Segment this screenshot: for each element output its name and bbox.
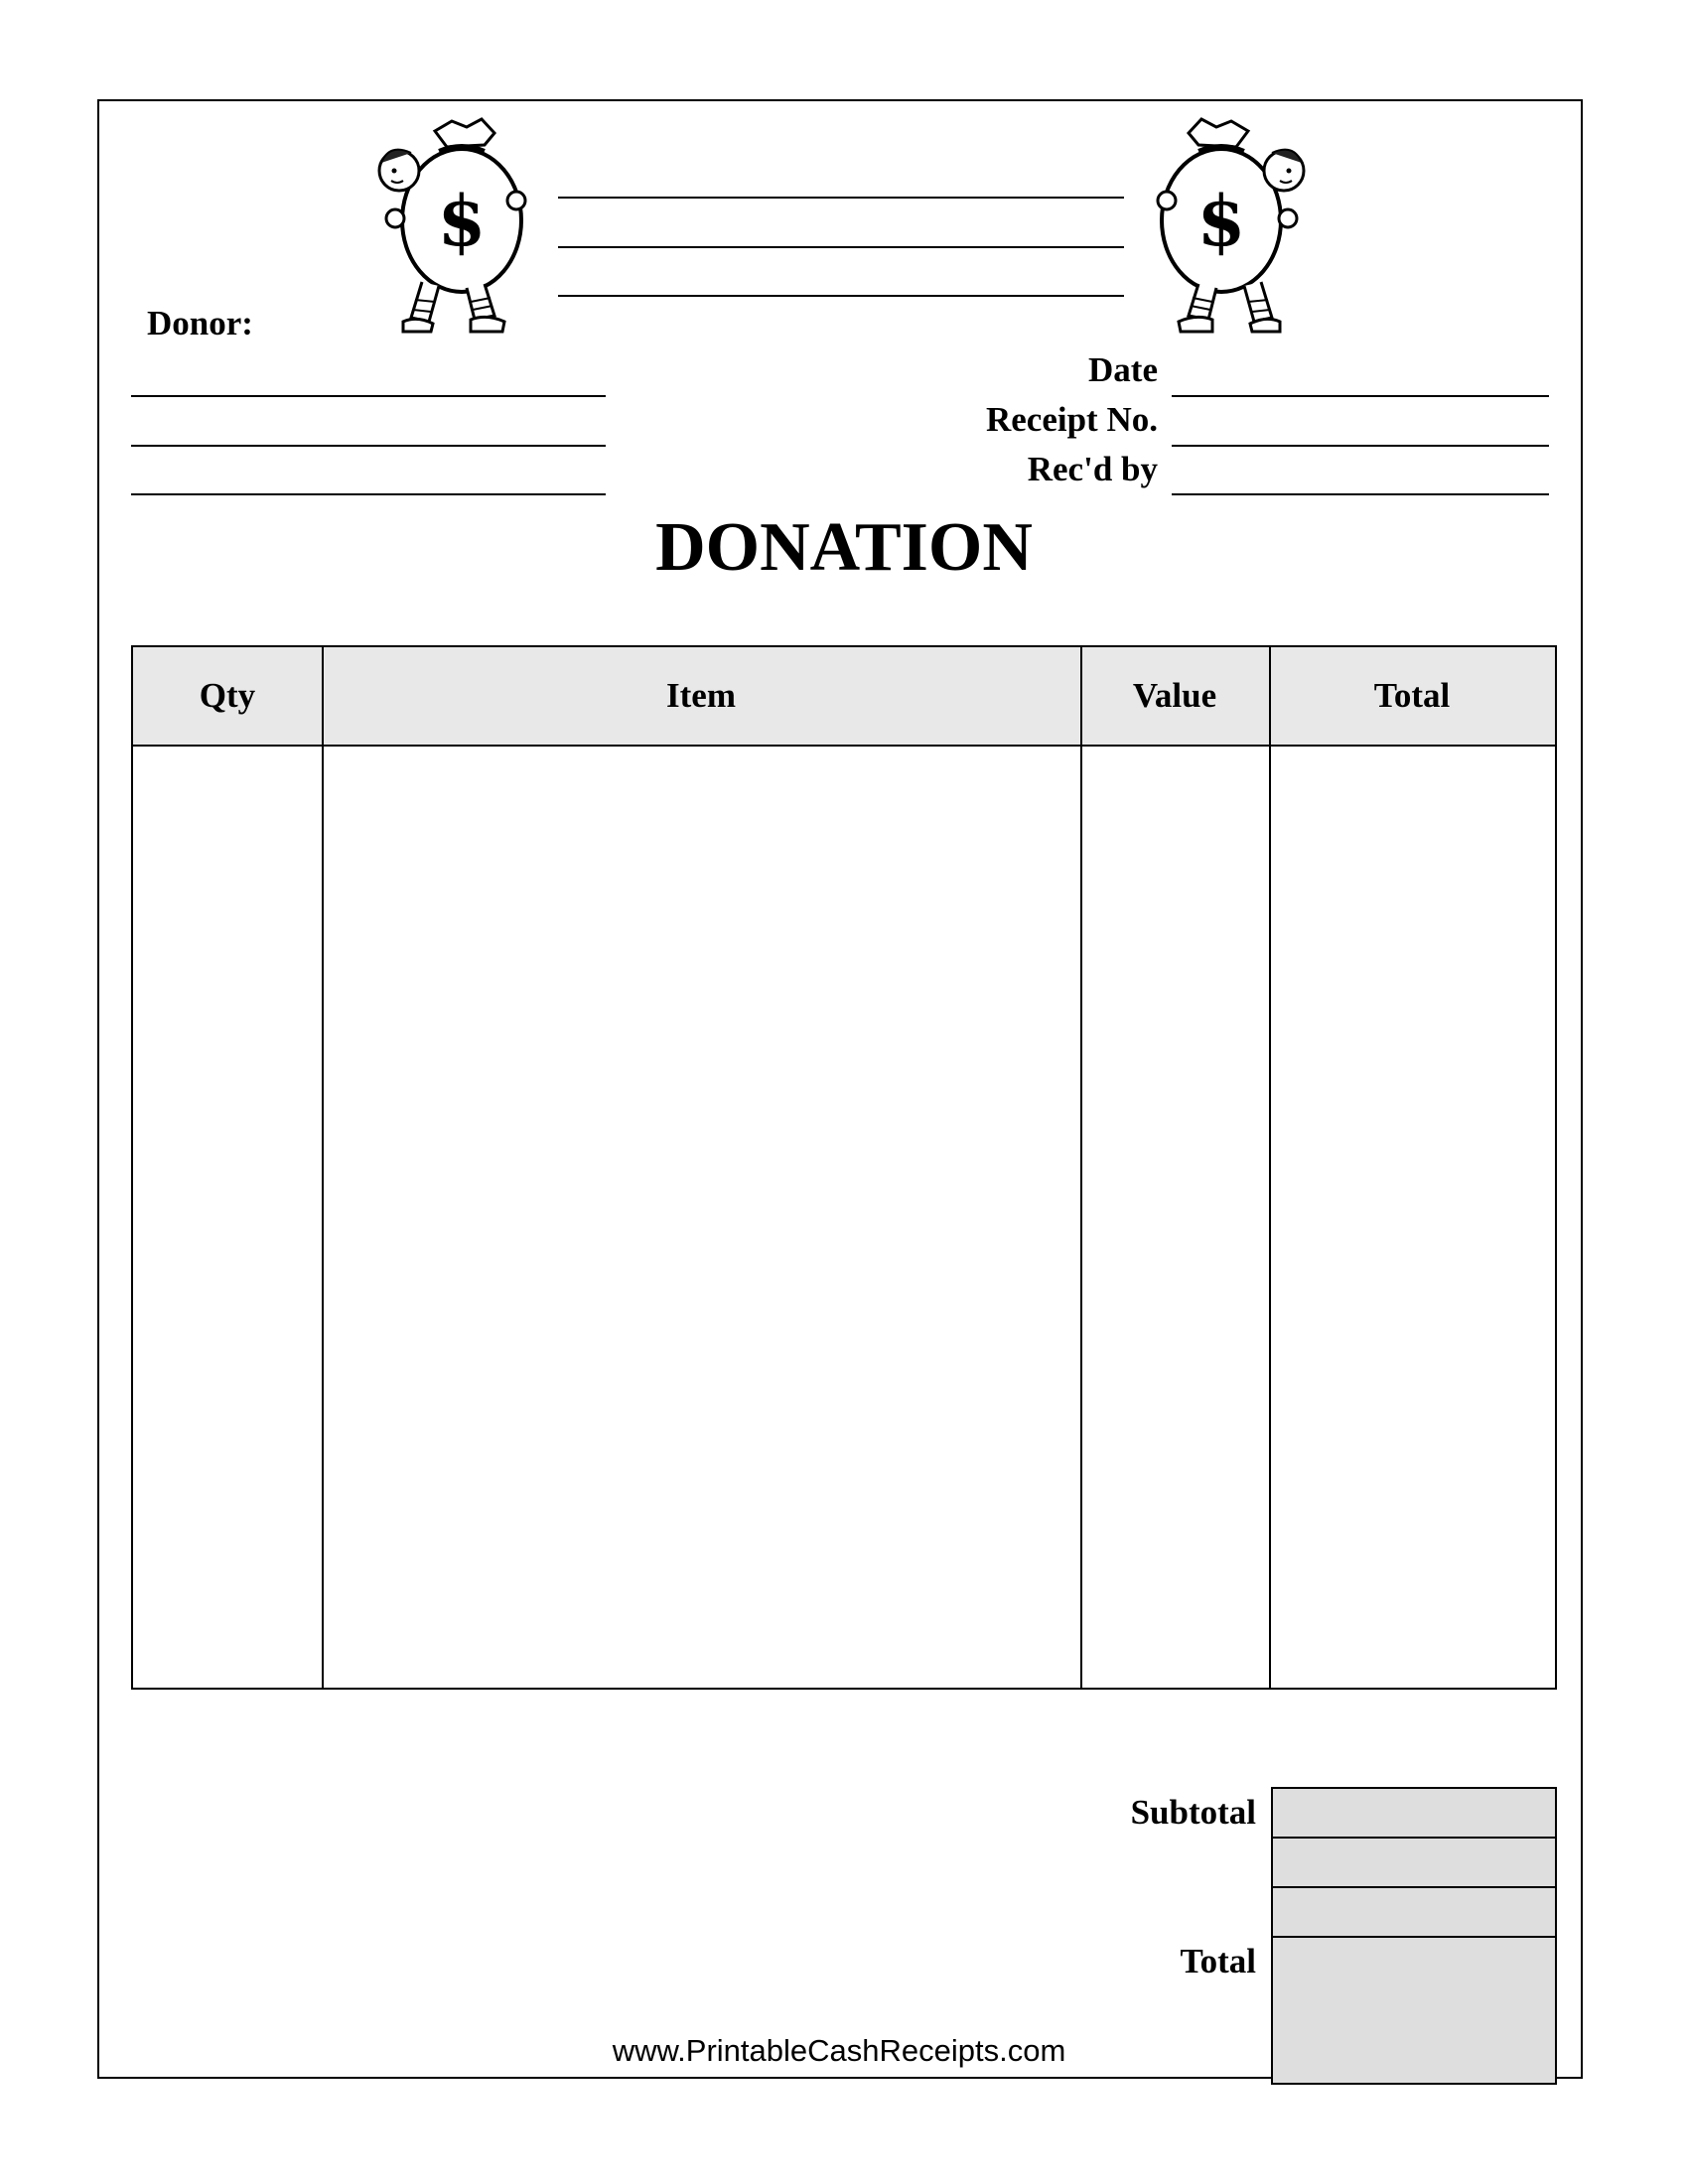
- receipt-no-line[interactable]: [1172, 445, 1549, 447]
- svg-text:$: $: [1196, 180, 1246, 262]
- donor-line-3[interactable]: [131, 493, 606, 495]
- qty-column-body[interactable]: [133, 747, 322, 1688]
- page-title: DONATION: [655, 509, 1033, 586]
- column-header-qty: Qty: [199, 676, 256, 715]
- organization-line-2[interactable]: [558, 246, 1124, 248]
- organization-line-3[interactable]: [558, 295, 1124, 297]
- receipt-no-label: Receipt No.: [985, 400, 1158, 439]
- organization-line-1[interactable]: [558, 197, 1124, 199]
- date-label: Date: [1088, 350, 1158, 389]
- date-line[interactable]: [1172, 395, 1549, 397]
- item-column-body[interactable]: [324, 747, 1080, 1688]
- recd-by-line[interactable]: [1172, 493, 1549, 495]
- column-header-value: Value: [1132, 676, 1217, 715]
- donor-line-1[interactable]: [131, 395, 606, 397]
- table-header: [133, 647, 1555, 747]
- total-column-body[interactable]: [1271, 747, 1555, 1688]
- donor-line-2[interactable]: [131, 445, 606, 447]
- svg-text:$: $: [437, 180, 487, 262]
- summary-box-3[interactable]: [1271, 1886, 1557, 1938]
- value-column-body[interactable]: [1082, 747, 1269, 1688]
- column-header-item: Item: [666, 676, 736, 715]
- money-bag-man-icon: [367, 111, 541, 340]
- footer-url[interactable]: www.PrintableCashReceipts.com: [612, 2033, 1066, 2068]
- items-table: [131, 645, 1557, 1690]
- subtotal-box[interactable]: [1271, 1787, 1557, 1839]
- summary-box-2[interactable]: [1271, 1837, 1557, 1888]
- recd-by-label: Rec'd by: [1027, 450, 1158, 488]
- column-header-total: Total: [1373, 676, 1451, 715]
- donor-label: Donor:: [147, 304, 253, 342]
- total-label: Total: [1180, 1942, 1256, 1980]
- money-bag-man-icon: [1142, 111, 1316, 340]
- subtotal-label: Subtotal: [1130, 1793, 1256, 1832]
